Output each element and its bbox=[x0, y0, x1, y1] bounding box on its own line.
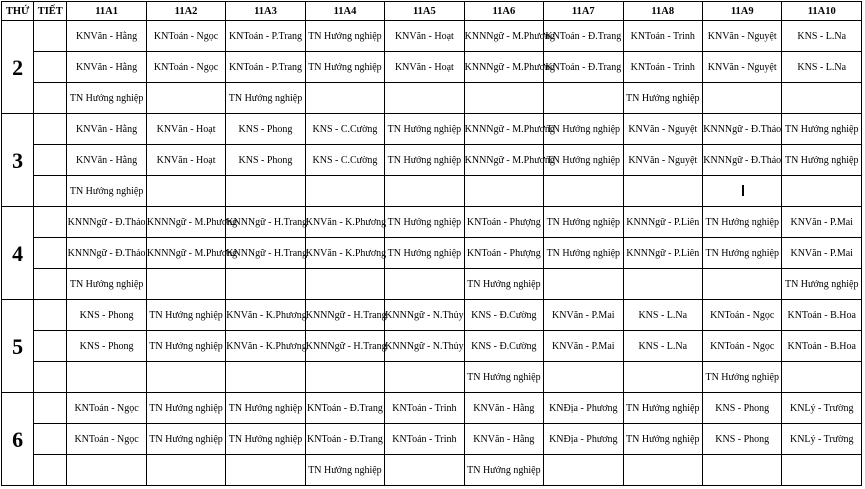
schedule-cell bbox=[623, 176, 702, 207]
schedule-cell: KNNNgữ - P.Liên bbox=[623, 238, 702, 269]
header-class: 11A8 bbox=[623, 2, 702, 21]
period-row bbox=[2, 362, 862, 393]
schedule-cell: TN Hướng nghiệp bbox=[226, 83, 305, 114]
timetable bbox=[1, 1, 862, 486]
tiet-cell bbox=[34, 114, 67, 145]
schedule-cell bbox=[385, 176, 464, 207]
schedule-cell: KNS - Phong bbox=[226, 145, 305, 176]
schedule-cell: KNNNgữ - N.Thủy bbox=[385, 331, 464, 362]
schedule-cell: TN Hướng nghiệp bbox=[67, 176, 146, 207]
schedule-cell: KNS - L.Na bbox=[782, 21, 862, 52]
schedule-cell bbox=[623, 269, 702, 300]
period-row bbox=[2, 83, 862, 114]
schedule-cell: KNNNgữ - M.Phương bbox=[146, 207, 225, 238]
schedule-cell: KNVăn - K.Phương bbox=[305, 207, 384, 238]
tiet-cell bbox=[34, 269, 67, 300]
schedule-cell bbox=[385, 269, 464, 300]
day-label: 6 bbox=[2, 393, 34, 486]
schedule-cell bbox=[782, 455, 862, 486]
schedule-cell: KNS - Đ.Cường bbox=[464, 300, 543, 331]
schedule-cell: KNNNgữ - M.Phương bbox=[464, 114, 543, 145]
header-class: 11A5 bbox=[385, 2, 464, 21]
schedule-cell bbox=[146, 362, 225, 393]
schedule-cell bbox=[544, 176, 623, 207]
schedule-cell: KNToán - Ngọc bbox=[702, 331, 781, 362]
schedule-cell: KNLý - Trường bbox=[782, 424, 862, 455]
schedule-cell: KNVăn - Nguyệt bbox=[702, 52, 781, 83]
schedule-cell: TN Hướng nghiệp bbox=[702, 238, 781, 269]
schedule-cell: KNToán - Đ.Trang bbox=[305, 424, 384, 455]
schedule-cell: KNĐịa - Phương bbox=[544, 424, 623, 455]
schedule-cell: TN Hướng nghiệp bbox=[464, 455, 543, 486]
schedule-cell bbox=[305, 176, 384, 207]
period-row bbox=[2, 300, 862, 331]
schedule-cell bbox=[385, 455, 464, 486]
schedule-cell bbox=[782, 83, 862, 114]
schedule-cell bbox=[146, 176, 225, 207]
schedule-cell: KNNNgữ - Đ.Thảo bbox=[67, 238, 146, 269]
schedule-cell: KNNNgữ - H.Trang bbox=[226, 207, 305, 238]
schedule-cell bbox=[67, 362, 146, 393]
schedule-cell: KNVăn - Hoạt bbox=[146, 145, 225, 176]
schedule-cell: KNToán - Trinh bbox=[385, 393, 464, 424]
schedule-cell: KNS - L.Na bbox=[623, 300, 702, 331]
header-class: 11A6 bbox=[464, 2, 543, 21]
schedule-cell bbox=[544, 455, 623, 486]
period-row bbox=[2, 114, 862, 145]
header-class: 11A9 bbox=[702, 2, 781, 21]
schedule-cell bbox=[385, 362, 464, 393]
tiet-cell bbox=[34, 393, 67, 424]
schedule-cell: KNNNgữ - M.Phương bbox=[464, 21, 543, 52]
header-row bbox=[2, 2, 862, 21]
schedule-cell: KNToán - Đ.Trang bbox=[544, 52, 623, 83]
schedule-cell: TN Hướng nghiệp bbox=[305, 455, 384, 486]
tiet-cell bbox=[34, 331, 67, 362]
schedule-cell bbox=[782, 176, 862, 207]
timetable-body bbox=[2, 21, 862, 486]
schedule-cell bbox=[146, 455, 225, 486]
schedule-cell: KNS - C.Cường bbox=[305, 114, 384, 145]
schedule-cell: KNVăn - P.Mai bbox=[782, 207, 862, 238]
period-row bbox=[2, 176, 862, 207]
schedule-cell: KNToán - Ngọc bbox=[67, 424, 146, 455]
tiet-cell bbox=[34, 83, 67, 114]
schedule-cell: TN Hướng nghiệp bbox=[305, 52, 384, 83]
schedule-cell bbox=[67, 455, 146, 486]
schedule-cell: KNVăn - Hằng bbox=[464, 393, 543, 424]
tiet-cell bbox=[34, 21, 67, 52]
period-row bbox=[2, 424, 862, 455]
schedule-cell: TN Hướng nghiệp bbox=[146, 424, 225, 455]
schedule-cell: KNVăn - P.Mai bbox=[544, 300, 623, 331]
day-label: 5 bbox=[2, 300, 34, 393]
schedule-cell: TN Hướng nghiệp bbox=[385, 238, 464, 269]
tiet-cell bbox=[34, 455, 67, 486]
schedule-cell: KNNNgữ - P.Liên bbox=[623, 207, 702, 238]
period-row bbox=[2, 145, 862, 176]
schedule-cell bbox=[702, 176, 781, 207]
schedule-cell bbox=[226, 362, 305, 393]
schedule-cell: KNToán - Ngọc bbox=[67, 393, 146, 424]
header-class: 11A2 bbox=[146, 2, 225, 21]
schedule-cell bbox=[544, 362, 623, 393]
schedule-cell: TN Hướng nghiệp bbox=[146, 331, 225, 362]
schedule-cell: TN Hướng nghiệp bbox=[67, 83, 146, 114]
period-row bbox=[2, 269, 862, 300]
schedule-cell: KNNNgữ - H.Trang bbox=[226, 238, 305, 269]
schedule-cell: KNNNgữ - Đ.Thảo bbox=[702, 145, 781, 176]
tiet-cell bbox=[34, 424, 67, 455]
schedule-cell bbox=[544, 83, 623, 114]
schedule-cell: KNLý - Trường bbox=[782, 393, 862, 424]
schedule-cell: KNNNgữ - N.Thủy bbox=[385, 300, 464, 331]
schedule-cell: KNToán - Đ.Trang bbox=[544, 21, 623, 52]
schedule-cell bbox=[623, 362, 702, 393]
schedule-cell: TN Hướng nghiệp bbox=[146, 393, 225, 424]
schedule-cell: KNS - Phong bbox=[702, 424, 781, 455]
schedule-cell: KNS - Phong bbox=[702, 393, 781, 424]
schedule-cell: TN Hướng nghiệp bbox=[782, 114, 862, 145]
schedule-cell: TN Hướng nghiệp bbox=[702, 362, 781, 393]
schedule-cell: KNVăn - Hằng bbox=[464, 424, 543, 455]
schedule-cell bbox=[305, 362, 384, 393]
period-row bbox=[2, 207, 862, 238]
period-row bbox=[2, 455, 862, 486]
schedule-cell: KNNNgữ - H.Trang bbox=[305, 300, 384, 331]
schedule-cell: KNVăn - Nguyệt bbox=[623, 114, 702, 145]
schedule-cell bbox=[305, 83, 384, 114]
schedule-cell: TN Hướng nghiệp bbox=[464, 269, 543, 300]
schedule-cell: KNToán - Đ.Trang bbox=[305, 393, 384, 424]
header-class: 11A1 bbox=[67, 2, 146, 21]
schedule-cell: KNVăn - K.Phương bbox=[226, 300, 305, 331]
day-label: 4 bbox=[2, 207, 34, 300]
schedule-cell: KNVăn - Nguyệt bbox=[623, 145, 702, 176]
schedule-cell: KNToán - B.Hoa bbox=[782, 300, 862, 331]
schedule-cell: KNNNgữ - H.Trang bbox=[305, 331, 384, 362]
schedule-cell: KNVăn - Hằng bbox=[67, 52, 146, 83]
schedule-cell: KNNNgữ - M.Phương bbox=[464, 52, 543, 83]
period-row bbox=[2, 238, 862, 269]
schedule-cell: KNS - Phong bbox=[67, 300, 146, 331]
schedule-cell: KNToán - Trinh bbox=[385, 424, 464, 455]
schedule-cell: TN Hướng nghiệp bbox=[146, 300, 225, 331]
schedule-cell: KNS - C.Cường bbox=[305, 145, 384, 176]
tiet-cell bbox=[34, 300, 67, 331]
tiet-cell bbox=[34, 145, 67, 176]
schedule-cell: KNS - Phong bbox=[67, 331, 146, 362]
schedule-cell: KNVăn - Hoạt bbox=[385, 52, 464, 83]
schedule-cell: KNS - Đ.Cường bbox=[464, 331, 543, 362]
schedule-cell: TN Hướng nghiệp bbox=[702, 207, 781, 238]
header-class: 11A10 bbox=[782, 2, 862, 21]
schedule-cell: TN Hướng nghiệp bbox=[782, 145, 862, 176]
schedule-cell bbox=[782, 362, 862, 393]
tiet-cell bbox=[34, 238, 67, 269]
schedule-cell bbox=[464, 83, 543, 114]
tiet-cell bbox=[34, 207, 67, 238]
schedule-cell: KNVăn - Hoạt bbox=[385, 21, 464, 52]
schedule-cell bbox=[702, 455, 781, 486]
schedule-cell: KNToán - Trinh bbox=[623, 52, 702, 83]
schedule-cell bbox=[464, 176, 543, 207]
schedule-cell: KNS - Phong bbox=[226, 114, 305, 145]
schedule-cell bbox=[146, 83, 225, 114]
schedule-cell: KNVăn - P.Mai bbox=[544, 331, 623, 362]
schedule-cell bbox=[226, 269, 305, 300]
schedule-cell: KNToán - B.Hoa bbox=[782, 331, 862, 362]
header-tiet: TIẾT bbox=[34, 2, 67, 21]
schedule-cell bbox=[226, 455, 305, 486]
schedule-cell: KNNNgữ - Đ.Thảo bbox=[67, 207, 146, 238]
day-label: 3 bbox=[2, 114, 34, 207]
tiet-cell bbox=[34, 362, 67, 393]
schedule-cell bbox=[623, 455, 702, 486]
schedule-cell: KNNNgữ - M.Phương bbox=[146, 238, 225, 269]
schedule-cell: KNS - L.Na bbox=[782, 52, 862, 83]
schedule-cell: TN Hướng nghiệp bbox=[782, 269, 862, 300]
schedule-cell: KNToán - Phượng bbox=[464, 238, 543, 269]
schedule-cell: KNToán - Trinh bbox=[623, 21, 702, 52]
header-class: 11A3 bbox=[226, 2, 305, 21]
schedule-cell: TN Hướng nghiệp bbox=[544, 207, 623, 238]
schedule-cell: TN Hướng nghiệp bbox=[623, 424, 702, 455]
header-class: 11A4 bbox=[305, 2, 384, 21]
schedule-cell: KNĐịa - Phương bbox=[544, 393, 623, 424]
schedule-cell: KNVăn - P.Mai bbox=[782, 238, 862, 269]
tiet-cell bbox=[34, 52, 67, 83]
schedule-cell: KNToán - Ngọc bbox=[702, 300, 781, 331]
schedule-cell: KNVăn - Hoạt bbox=[146, 114, 225, 145]
schedule-cell bbox=[385, 83, 464, 114]
period-row bbox=[2, 52, 862, 83]
schedule-cell: TN Hướng nghiệp bbox=[385, 145, 464, 176]
header-thu: THỨ bbox=[2, 2, 34, 21]
schedule-cell: KNToán - Phượng bbox=[464, 207, 543, 238]
period-row bbox=[2, 393, 862, 424]
header-class: 11A7 bbox=[544, 2, 623, 21]
schedule-cell bbox=[146, 269, 225, 300]
schedule-cell: KNNNgữ - Đ.Thảo bbox=[702, 114, 781, 145]
cursor-mark bbox=[742, 185, 744, 196]
schedule-cell: KNVăn - Hằng bbox=[67, 114, 146, 145]
schedule-cell: KNVăn - K.Phương bbox=[305, 238, 384, 269]
schedule-cell: KNVăn - Nguyệt bbox=[702, 21, 781, 52]
schedule-cell: TN Hướng nghiệp bbox=[385, 207, 464, 238]
schedule-cell bbox=[305, 269, 384, 300]
schedule-cell bbox=[226, 176, 305, 207]
schedule-cell: TN Hướng nghiệp bbox=[226, 393, 305, 424]
schedule-cell: KNToán - Ngọc bbox=[146, 52, 225, 83]
schedule-cell: KNToán - Ngọc bbox=[146, 21, 225, 52]
schedule-cell bbox=[702, 83, 781, 114]
period-row bbox=[2, 21, 862, 52]
schedule-cell: KNVăn - K.Phương bbox=[226, 331, 305, 362]
schedule-cell: TN Hướng nghiệp bbox=[464, 362, 543, 393]
period-row bbox=[2, 331, 862, 362]
schedule-cell: TN Hướng nghiệp bbox=[305, 21, 384, 52]
tiet-cell bbox=[34, 176, 67, 207]
schedule-cell: KNToán - P.Trang bbox=[226, 52, 305, 83]
schedule-cell: TN Hướng nghiệp bbox=[623, 83, 702, 114]
schedule-cell: KNToán - P.Trang bbox=[226, 21, 305, 52]
schedule-cell: TN Hướng nghiệp bbox=[544, 238, 623, 269]
schedule-cell: KNS - L.Na bbox=[623, 331, 702, 362]
schedule-cell bbox=[702, 269, 781, 300]
schedule-cell bbox=[544, 269, 623, 300]
schedule-cell: TN Hướng nghiệp bbox=[67, 269, 146, 300]
day-label: 2 bbox=[2, 21, 34, 114]
schedule-cell: TN Hướng nghiệp bbox=[544, 145, 623, 176]
schedule-cell: TN Hướng nghiệp bbox=[623, 393, 702, 424]
schedule-cell: KNVăn - Hằng bbox=[67, 21, 146, 52]
schedule-cell: KNVăn - Hằng bbox=[67, 145, 146, 176]
schedule-cell: TN Hướng nghiệp bbox=[226, 424, 305, 455]
schedule-cell: TN Hướng nghiệp bbox=[544, 114, 623, 145]
schedule-cell: TN Hướng nghiệp bbox=[385, 114, 464, 145]
schedule-cell: KNNNgữ - M.Phương bbox=[464, 145, 543, 176]
